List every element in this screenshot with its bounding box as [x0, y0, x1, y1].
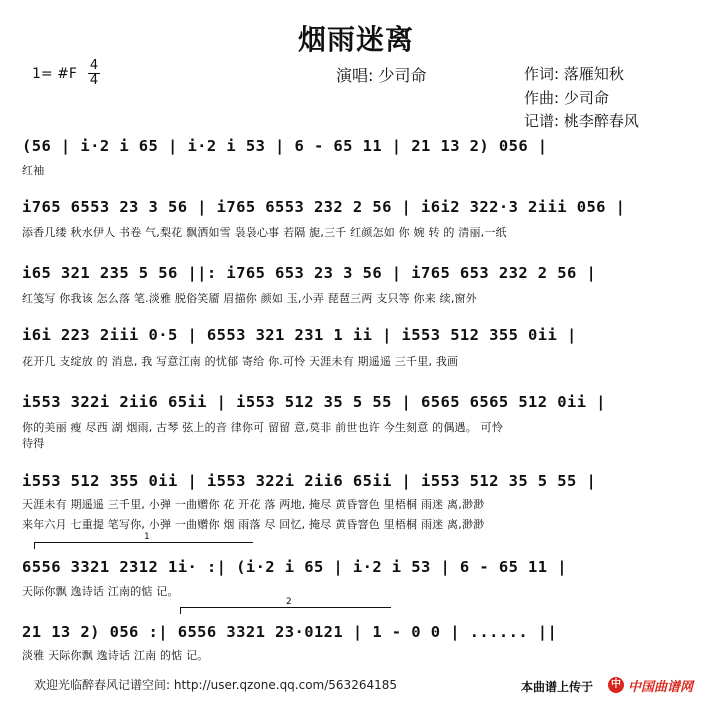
notation-line: 6556 3321 2312 1i· :| (i·2 i 65 | i·2 i 53 | 6 - 65 11 |: [22, 558, 567, 576]
notation-line: 21 13 2) 056 :| 6556 3321 23·0121 | 1 - 0 0 | ...... ||: [22, 623, 558, 641]
upload-label: 本曲谱上传于: [521, 680, 594, 694]
lyric-line: 花开几 支绽放 的 消息, 我 写意江南 的忧郁 寄给 你.可怜 天涯未有 期遥遥 三千里, 我画: [22, 355, 459, 368]
time-signature: [88, 60, 100, 87]
notation-line: (56 | i·2 i 65 | i·2 i 53 | 6 - 65 11 | 21 13 2) 056 |: [22, 137, 548, 155]
logo-icon: 中: [608, 677, 624, 693]
site-logo: [608, 676, 693, 694]
singer-credit: 演唱: 少司命: [336, 66, 427, 85]
first-ending-bracket: [34, 532, 253, 549]
footer-link-text: 欢迎光临醉春风记谱空间: http://user.qzone.qq.com/563264185: [34, 678, 398, 692]
logo-text: 中国曲谱网: [628, 679, 694, 695]
lyric-line: 天际你飘 逸诗话 江南的惦 记。: [22, 585, 179, 598]
song-title: 烟雨迷离: [297, 23, 414, 56]
notation-line: i553 322i 2ii6 65ii | i553 512 35 5 55 | 6565 6565 512 0ii |: [22, 393, 606, 411]
lyric-line: 你的美丽 瘦 尽西 湖 烟雨, 古琴 弦上的音 律你可 留留 意,莫非 前世也许 今生刻意 的偶遇。 可怜: [22, 421, 504, 434]
time-signature-bottom: 4: [89, 73, 99, 88]
lyric-line: 淡雅 天际你飘 逸诗话 江南 的惦 记。: [22, 649, 209, 662]
second-ending-bracket: [180, 597, 391, 614]
lyric-line: 红笺写 你我该 怎么落 笔.淡雅 脱俗笑靥 眉描你 颜如 玉,小弄 琵琶三两 支只等 你来 续,窗外: [22, 292, 477, 305]
second-ending-number: 2: [286, 597, 292, 607]
notation-line: i65 321 235 5 56 ||: i765 653 23 3 56 | i765 653 232 2 56 |: [22, 264, 597, 282]
lyric-line-alt: 待得: [22, 437, 45, 450]
composer-credit: 作曲: 少司命: [524, 89, 609, 107]
notation-line: i6i 223 2iii 0·5 | 6553 321 231 1 ii | i553 512 355 0ii |: [22, 326, 577, 344]
lyric-line: 天涯未有 期遥遥 三千里, 小弹 一曲赠你 花 开花 落 两地, 掩尽 黄昏窨色 里梧桐 雨迷 离,渺渺: [22, 498, 485, 511]
time-signature-top: 4: [89, 58, 99, 73]
lyric-line: 添香几缕 秋水伊人 书卷 气,梨花 飘洒如雪 袅袅心事 若隔 旎,三千 红颜怎如 你 婉 转 的 清丽,一纸: [22, 226, 507, 239]
key-signature: 1= #F: [32, 66, 77, 82]
lyricist-credit: 作词: 落雁知秋: [524, 65, 624, 83]
first-ending-number: 1: [144, 532, 150, 542]
lyric-line-alt: 来年六月 七重提 笔写你, 小弹 一曲赠你 烟 雨落 尽 回忆, 掩尽 黄昏窨色 里梧桐 雨迷 离,渺渺: [22, 518, 485, 531]
lyric-line: 红袖: [22, 164, 45, 177]
transcriber-credit: 记谱: 桃李醉春风: [524, 112, 639, 130]
notation-line: i765 6553 23 3 56 | i765 6553 232 2 56 | i6i2 322·3 2iii 056 |: [22, 198, 626, 216]
notation-line: i553 512 355 0ii | i553 322i 2ii6 65ii | i553 512 35 5 55 |: [22, 472, 597, 490]
